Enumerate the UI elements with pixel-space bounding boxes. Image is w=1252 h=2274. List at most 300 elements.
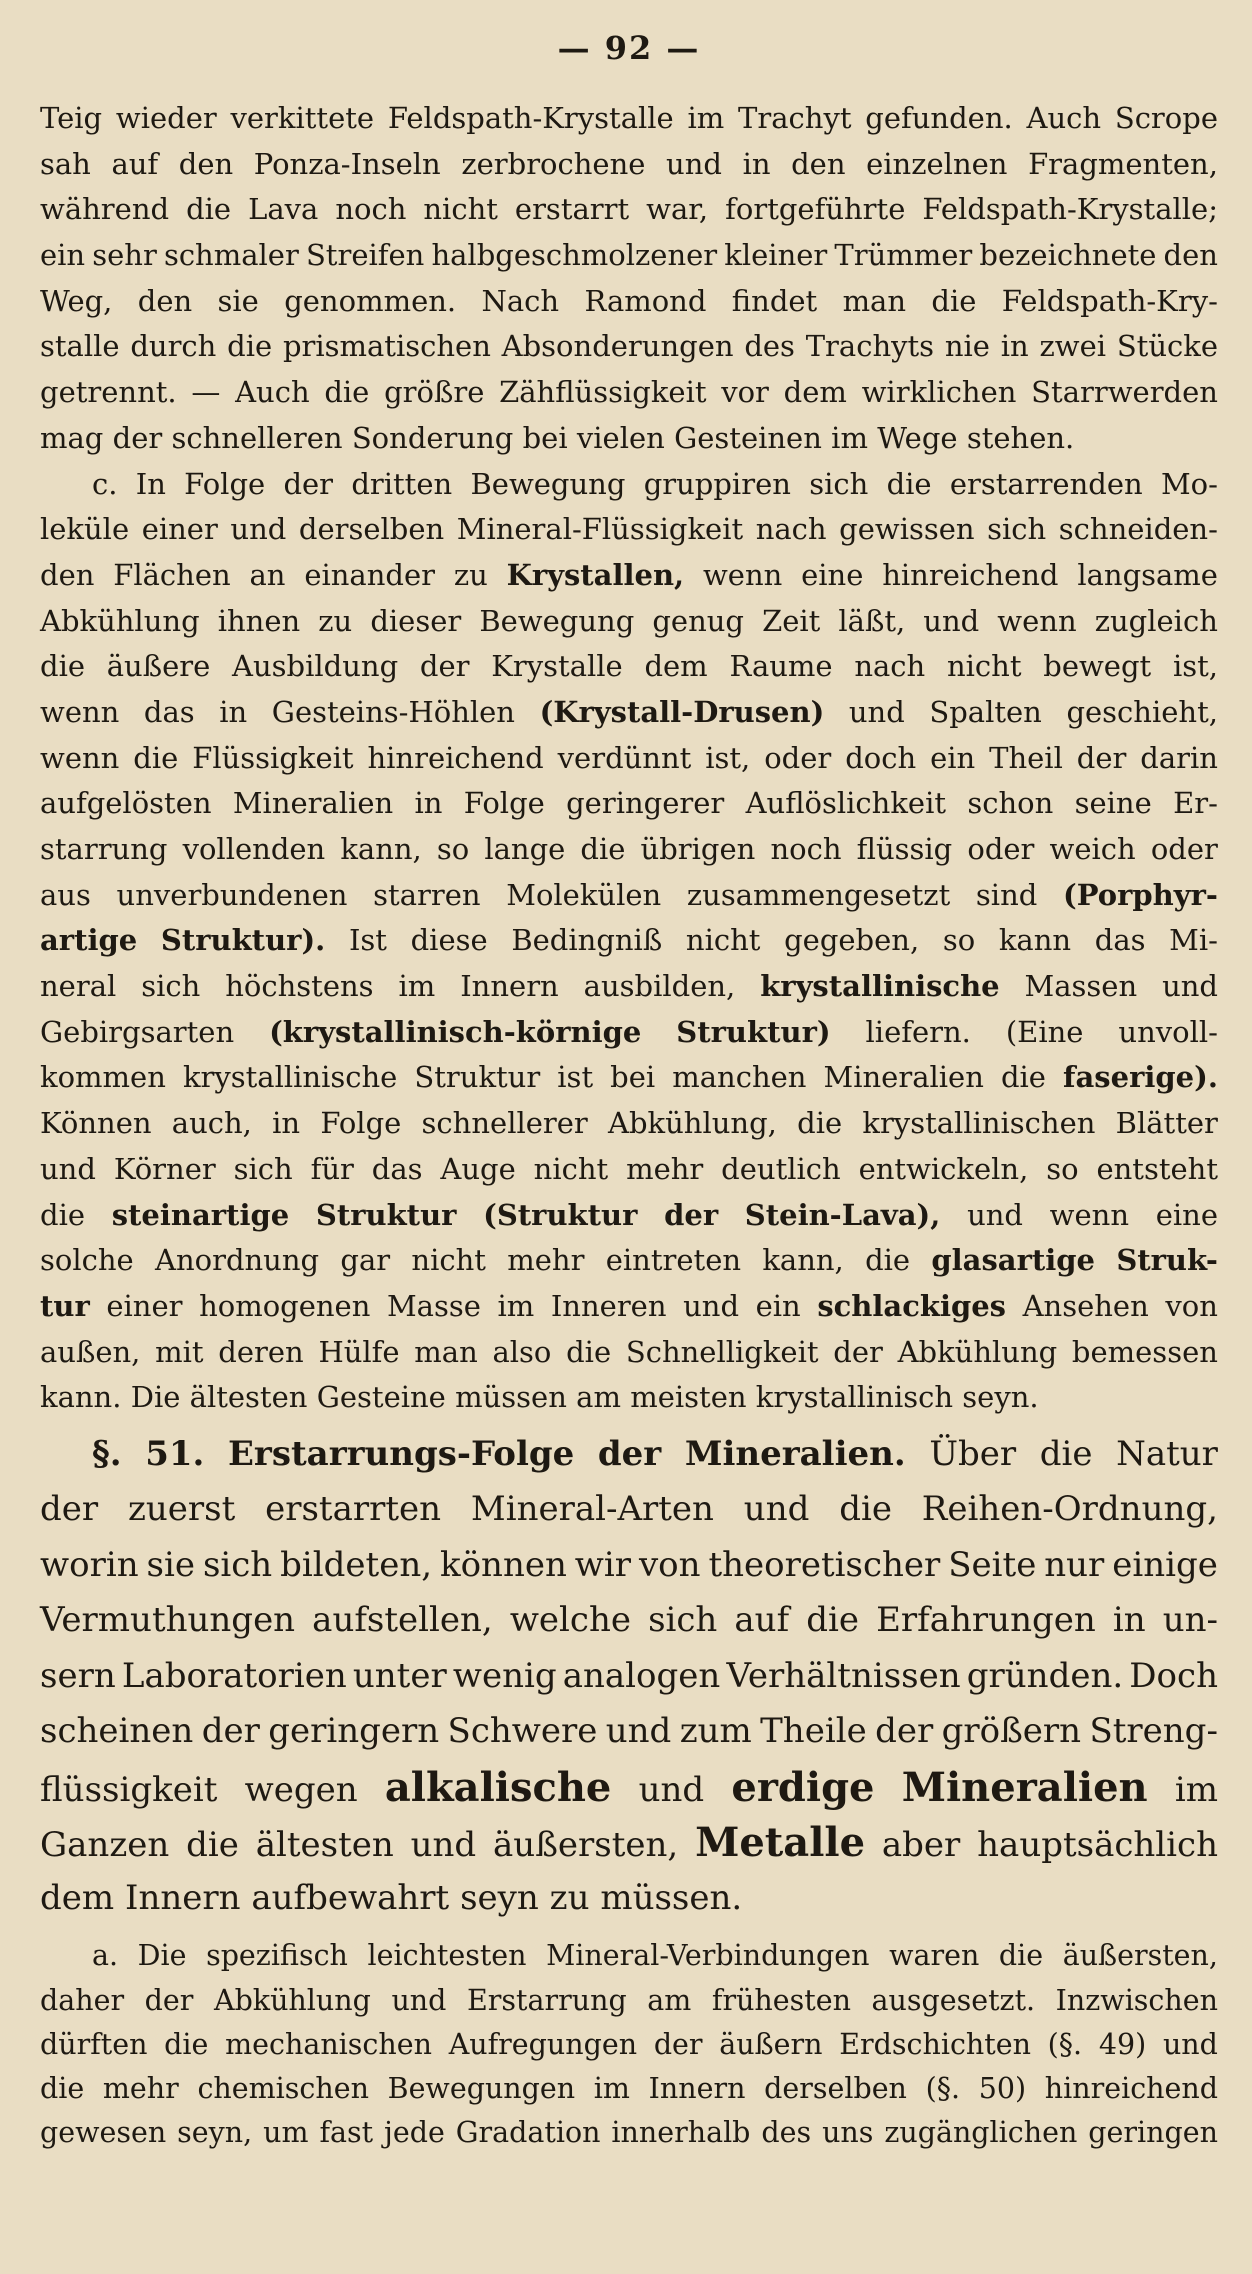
word: erstarrt [514, 192, 630, 227]
word: unter [352, 1655, 447, 1696]
word: größern [941, 1711, 1082, 1752]
word: Abkühlung [897, 1334, 1058, 1369]
word: a. [92, 1939, 119, 1973]
word: Inneren [550, 1288, 667, 1323]
word: gefunden. [865, 101, 1013, 135]
word: Auch [235, 375, 310, 410]
word: im [831, 420, 868, 455]
word: im [687, 101, 725, 135]
word: Gradation [455, 2116, 601, 2150]
word: die [580, 832, 626, 866]
word: prismatischen [282, 329, 491, 364]
word: Trachyts [805, 329, 935, 364]
word: schon [967, 786, 1054, 821]
text-line [40, 1760, 1218, 1816]
word: in [272, 1106, 301, 1141]
word: sie [146, 1544, 195, 1585]
word: wenn [702, 557, 783, 592]
word: doch [845, 740, 917, 775]
word: Bewegung [479, 603, 635, 638]
word: getrennt. [40, 375, 177, 410]
word: oder [967, 832, 1035, 866]
word: ältesten [255, 1825, 394, 1866]
word: krystallinisch [755, 1380, 954, 1415]
word: ältesten [189, 1380, 308, 1415]
word: vor [721, 375, 769, 410]
word: erdige [731, 1763, 875, 1811]
text-line [40, 1934, 1218, 1978]
word: auch, [171, 1106, 252, 1141]
word: unverbundenen [116, 877, 348, 912]
word: glasartige [931, 1243, 1096, 1278]
word: neral [40, 969, 117, 1004]
word: Erstarrung [467, 1983, 627, 2017]
text-line [40, 599, 1218, 645]
word: wenn [997, 603, 1077, 638]
word: und [683, 1288, 740, 1323]
word: das [143, 694, 195, 729]
word: seyn, [177, 2116, 253, 2150]
word: 50) [978, 2072, 1027, 2105]
word: Hülfe [318, 1334, 400, 1369]
word: dürften [40, 2027, 148, 2061]
word: worin [40, 1544, 139, 1585]
word: sern [40, 1655, 116, 1696]
word: den [791, 146, 846, 181]
word: gegeben, [784, 923, 920, 958]
word: am [647, 1983, 692, 2017]
text-line [40, 690, 1218, 736]
word: hinreichend [367, 740, 544, 775]
word: war, [646, 192, 709, 227]
word: um [263, 2116, 309, 2150]
word: im [593, 2072, 630, 2105]
word: Blätter [1115, 1106, 1218, 1141]
text-line [40, 279, 1218, 325]
word: die [931, 283, 977, 318]
word: zuerst [127, 1489, 236, 1530]
word: ist, [1172, 649, 1218, 684]
word: sich [202, 1544, 273, 1585]
word: Gesteins-Höhlen [271, 694, 515, 729]
word: Struktur). [160, 923, 326, 958]
word: Folge [184, 466, 266, 501]
word: geringen [1088, 2116, 1218, 2150]
word: Molekülen [506, 877, 662, 912]
word: ein [40, 238, 86, 273]
word: dem [40, 1877, 115, 1918]
word: ist [557, 1060, 594, 1095]
word: und [743, 1489, 810, 1530]
text-line [40, 1238, 1218, 1284]
word: flüssigkeit [40, 1769, 218, 1810]
word: ausgesetzt. [871, 1983, 1036, 2017]
word: Ausbildung [232, 649, 399, 684]
word: sich [809, 466, 869, 501]
word: sich [648, 1600, 718, 1641]
text-line [40, 1147, 1218, 1193]
word: der [144, 1983, 194, 2017]
word: Doch [1129, 1655, 1218, 1696]
word: die [133, 740, 179, 775]
word: ein [755, 1288, 801, 1323]
word: genug [652, 603, 744, 638]
text-line [40, 324, 1218, 370]
word: Ist [348, 923, 387, 958]
word: den [137, 283, 193, 318]
word: Absonderungen [501, 329, 734, 364]
word: äußersten, [493, 1825, 679, 1866]
word: Mo- [1160, 466, 1218, 501]
word: kann, [340, 832, 422, 866]
word: im [1174, 1769, 1218, 1810]
word: Ganzen [40, 1825, 170, 1866]
word: seyn. [962, 1380, 1039, 1415]
word: einander [304, 557, 435, 592]
word: bewegt [1043, 649, 1152, 684]
paragraph-b-continuation [40, 96, 1218, 462]
word: wenn [40, 740, 120, 775]
word: Auge [440, 1151, 516, 1186]
word: die [186, 192, 232, 227]
word: faserige). [1063, 1060, 1218, 1095]
word: im [398, 969, 436, 1004]
word: wenig [452, 1655, 557, 1696]
word: am [576, 1380, 621, 1415]
paragraph-a [40, 1934, 1218, 2155]
text-line [40, 1284, 1218, 1330]
word: von [1165, 1288, 1218, 1323]
word: Theil [989, 740, 1063, 775]
word: und [848, 694, 905, 729]
word: nach [854, 649, 926, 684]
word: Wege [877, 420, 958, 455]
word: sich [141, 969, 201, 1004]
word: verdünnt [557, 740, 692, 775]
word: geringerer [566, 786, 725, 821]
word: zwei [1039, 329, 1107, 364]
word: äußere [106, 649, 211, 684]
word: Flüssigkeit [192, 740, 354, 775]
word: uns [822, 2116, 874, 2150]
word: zerbrochene [461, 146, 646, 181]
word: (Eine [1005, 1014, 1084, 1049]
word: nicht [411, 1243, 486, 1278]
word: die [886, 466, 932, 501]
word: schlackiges [817, 1288, 1007, 1323]
word: einige [1112, 1544, 1218, 1585]
word: 49) [1098, 2027, 1147, 2061]
word: homogenen [199, 1288, 371, 1323]
word: die [40, 1197, 86, 1232]
word: hinreichend [1044, 2072, 1218, 2105]
text-line [40, 1010, 1218, 1056]
word: den [40, 557, 95, 592]
word: einer [106, 1288, 183, 1323]
word: oder [1150, 832, 1218, 866]
word: so [942, 923, 976, 958]
word: Verhältnissen [726, 1655, 961, 1696]
word: ihnen [217, 603, 301, 638]
word: vollenden [182, 832, 326, 866]
word: schnellerer [421, 1106, 588, 1141]
word: Zähflüssigkeit [499, 375, 707, 410]
word: krystallinische [760, 969, 1000, 1004]
word: Trachyt [738, 101, 852, 135]
word: Streifen [305, 238, 425, 273]
word: Innern [460, 969, 559, 1004]
word: man [414, 1334, 478, 1369]
word: Mineral-Arten [470, 1489, 714, 1530]
word: so [436, 832, 470, 866]
word: und [605, 1711, 672, 1752]
word: halbgeschmolzener [431, 238, 718, 273]
word: mehr [507, 1243, 585, 1278]
word: geschieht, [1066, 694, 1218, 729]
word: Mineral-Flüssigkeit [456, 512, 744, 547]
text-line [40, 1330, 1218, 1376]
word: tur [40, 1288, 90, 1323]
word: die [797, 1106, 843, 1141]
word: Struktur [414, 1060, 541, 1095]
word: zugleich [1094, 603, 1218, 638]
word: der [40, 1489, 99, 1530]
word: Natur [1116, 1433, 1218, 1474]
word: scheinen [40, 1711, 194, 1752]
word: auf [734, 1600, 790, 1641]
word: Können [40, 1106, 152, 1141]
text-line [40, 1649, 1218, 1705]
word: sind [975, 877, 1038, 912]
text-line [40, 644, 1218, 690]
word: Folge [320, 1106, 402, 1141]
word: starrung [40, 832, 168, 866]
word: seyn [460, 1877, 539, 1918]
text-line [40, 187, 1218, 233]
word: In [135, 466, 166, 501]
word: bei [610, 1060, 656, 1095]
word: äußersten, [1062, 1939, 1218, 1973]
word: und [1162, 2027, 1218, 2061]
text-line [40, 736, 1218, 782]
word: entwickeln, [858, 1151, 1029, 1186]
word: man [842, 283, 907, 318]
word: gründen. [966, 1655, 1124, 1696]
word: das [1094, 923, 1146, 958]
text-line [40, 2023, 1218, 2067]
word: dem [644, 649, 708, 684]
word: Die [137, 1939, 187, 1973]
word: Massen [1024, 969, 1138, 1004]
word: und [230, 512, 287, 547]
word: der [112, 420, 163, 455]
word: und [923, 603, 980, 638]
word: Schwere [447, 1711, 598, 1752]
word: nicht [946, 649, 1022, 684]
word: bildeten, [280, 1544, 433, 1585]
word: Krystallen, [506, 557, 685, 592]
word: können [439, 1544, 567, 1585]
word: (Struktur [483, 1197, 638, 1232]
word: mag [40, 420, 104, 455]
word: die [1000, 1060, 1046, 1095]
word: in [219, 694, 248, 729]
word: deutlich [721, 1151, 841, 1186]
word: derselben [298, 512, 445, 547]
word: Feldspath-Kry- [1001, 283, 1218, 318]
word: den [1163, 238, 1218, 273]
word: die [998, 1939, 1044, 1973]
text-line [40, 1704, 1218, 1760]
word: 51. [145, 1433, 205, 1474]
word: und [666, 146, 722, 181]
word: stehen. [966, 420, 1075, 455]
word: auf [111, 146, 159, 181]
text-line [40, 1979, 1218, 2023]
word: äußern [719, 2027, 823, 2061]
word: so [1046, 1151, 1079, 1186]
word: krystallinische [182, 1060, 398, 1095]
word: findet [731, 283, 818, 318]
word: Aufregungen [448, 2027, 638, 2061]
word: dem [783, 375, 847, 410]
word: nicht [533, 1151, 609, 1186]
word: also [492, 1334, 552, 1369]
word: hauptsächlich [977, 1825, 1218, 1866]
word: die [566, 1334, 612, 1369]
word: Fragmenten, [1028, 146, 1218, 181]
text-line [40, 1101, 1218, 1147]
word: leichtesten [367, 1939, 527, 1973]
word: gewissen [839, 512, 975, 547]
word: übrigen [640, 832, 756, 866]
word: die [40, 2072, 85, 2105]
word: analogen [562, 1655, 721, 1696]
word: wenn [1049, 1197, 1130, 1232]
word: müssen [455, 1380, 567, 1415]
word: entsteht [1096, 1151, 1218, 1186]
word: müssen. [600, 1877, 743, 1918]
word: Abkühlung [40, 603, 200, 638]
word: Erdschichten [839, 2027, 1031, 2061]
section-heading-line [40, 1427, 1218, 1483]
word: Streng- [1089, 1711, 1218, 1752]
word: Mineralien. [684, 1433, 906, 1474]
word: Über [929, 1433, 1017, 1474]
word: langsame [1077, 557, 1218, 592]
text-line [40, 142, 1218, 188]
word: der [1076, 740, 1127, 775]
word: Innern [648, 2072, 746, 2105]
word: — [191, 375, 221, 410]
word: in [1000, 329, 1029, 364]
word: gar [340, 1243, 391, 1278]
word: daher [40, 1983, 125, 2017]
word: für [310, 1151, 354, 1186]
text-line [40, 233, 1218, 279]
word: schmaler [163, 238, 299, 273]
word: läßt, [838, 603, 906, 638]
word: Zeit [762, 603, 821, 638]
word: flüssig [856, 832, 953, 866]
text-line [40, 1375, 1218, 1421]
word: Auflöslichkeit [745, 786, 947, 821]
word: Scrope [1114, 101, 1218, 135]
word: bei [522, 420, 568, 455]
word: (Porphyr- [1063, 877, 1218, 912]
word: verkittete [230, 101, 375, 135]
word: kann, [762, 1243, 844, 1278]
text-line [40, 370, 1218, 416]
word: die [186, 1825, 239, 1866]
word: von [638, 1544, 701, 1585]
word: theoretischer [708, 1544, 941, 1585]
word: Ponza-Inseln [253, 146, 441, 181]
word: Die [130, 1380, 181, 1415]
word: sah [40, 146, 91, 181]
word: aufbewahrt [251, 1877, 450, 1918]
word: der [833, 1334, 883, 1369]
text-line [40, 1482, 1218, 1538]
word: sich [987, 512, 1047, 547]
word: frühesten [711, 1983, 851, 2017]
text-line [40, 1538, 1218, 1594]
word: Laboratorien [121, 1655, 347, 1696]
word: wenn [40, 694, 120, 729]
word: weich [1049, 832, 1136, 866]
text-line [40, 964, 1218, 1010]
word: spezifisch [206, 1939, 348, 1973]
word: Folge [463, 786, 545, 821]
word: aufstellen, [312, 1600, 493, 1641]
word: deren [218, 1334, 304, 1369]
word: Stücke [1116, 329, 1218, 364]
word: (Krystall-Drusen) [539, 694, 825, 729]
word: (§. [1047, 2027, 1083, 2061]
word: Mi- [1169, 923, 1218, 958]
word: Seite [948, 1544, 1037, 1585]
word: Struktur) [676, 1014, 831, 1049]
page-number: — 92 — [557, 29, 701, 67]
word: nach [755, 512, 827, 547]
word: chemischen [197, 2072, 369, 2105]
word: oder [764, 740, 832, 775]
word: jede [384, 2116, 445, 2150]
word: fast [319, 2116, 374, 2150]
word: seine [1074, 786, 1152, 821]
word: einzelnen [866, 146, 1008, 181]
word: meisten [630, 1380, 747, 1415]
word: die [839, 1489, 892, 1530]
word: eintreten [605, 1243, 742, 1278]
text-line [40, 1871, 1218, 1927]
word: dritten [351, 466, 453, 501]
word: Starrwerden [1031, 375, 1218, 410]
word: die [806, 1600, 860, 1641]
word: aus [40, 877, 91, 912]
word: eine [801, 557, 864, 592]
word: der [201, 1711, 260, 1752]
word: Struk- [1116, 1243, 1218, 1278]
text-line [40, 2111, 1218, 2155]
word: der [875, 1711, 934, 1752]
word: Metalle [695, 1819, 866, 1867]
word: Krystalle [491, 649, 623, 684]
text-line [40, 1193, 1218, 1239]
word: Er- [1173, 786, 1218, 821]
word: §. [92, 1433, 122, 1474]
word: Mineralien [901, 1763, 1148, 1811]
